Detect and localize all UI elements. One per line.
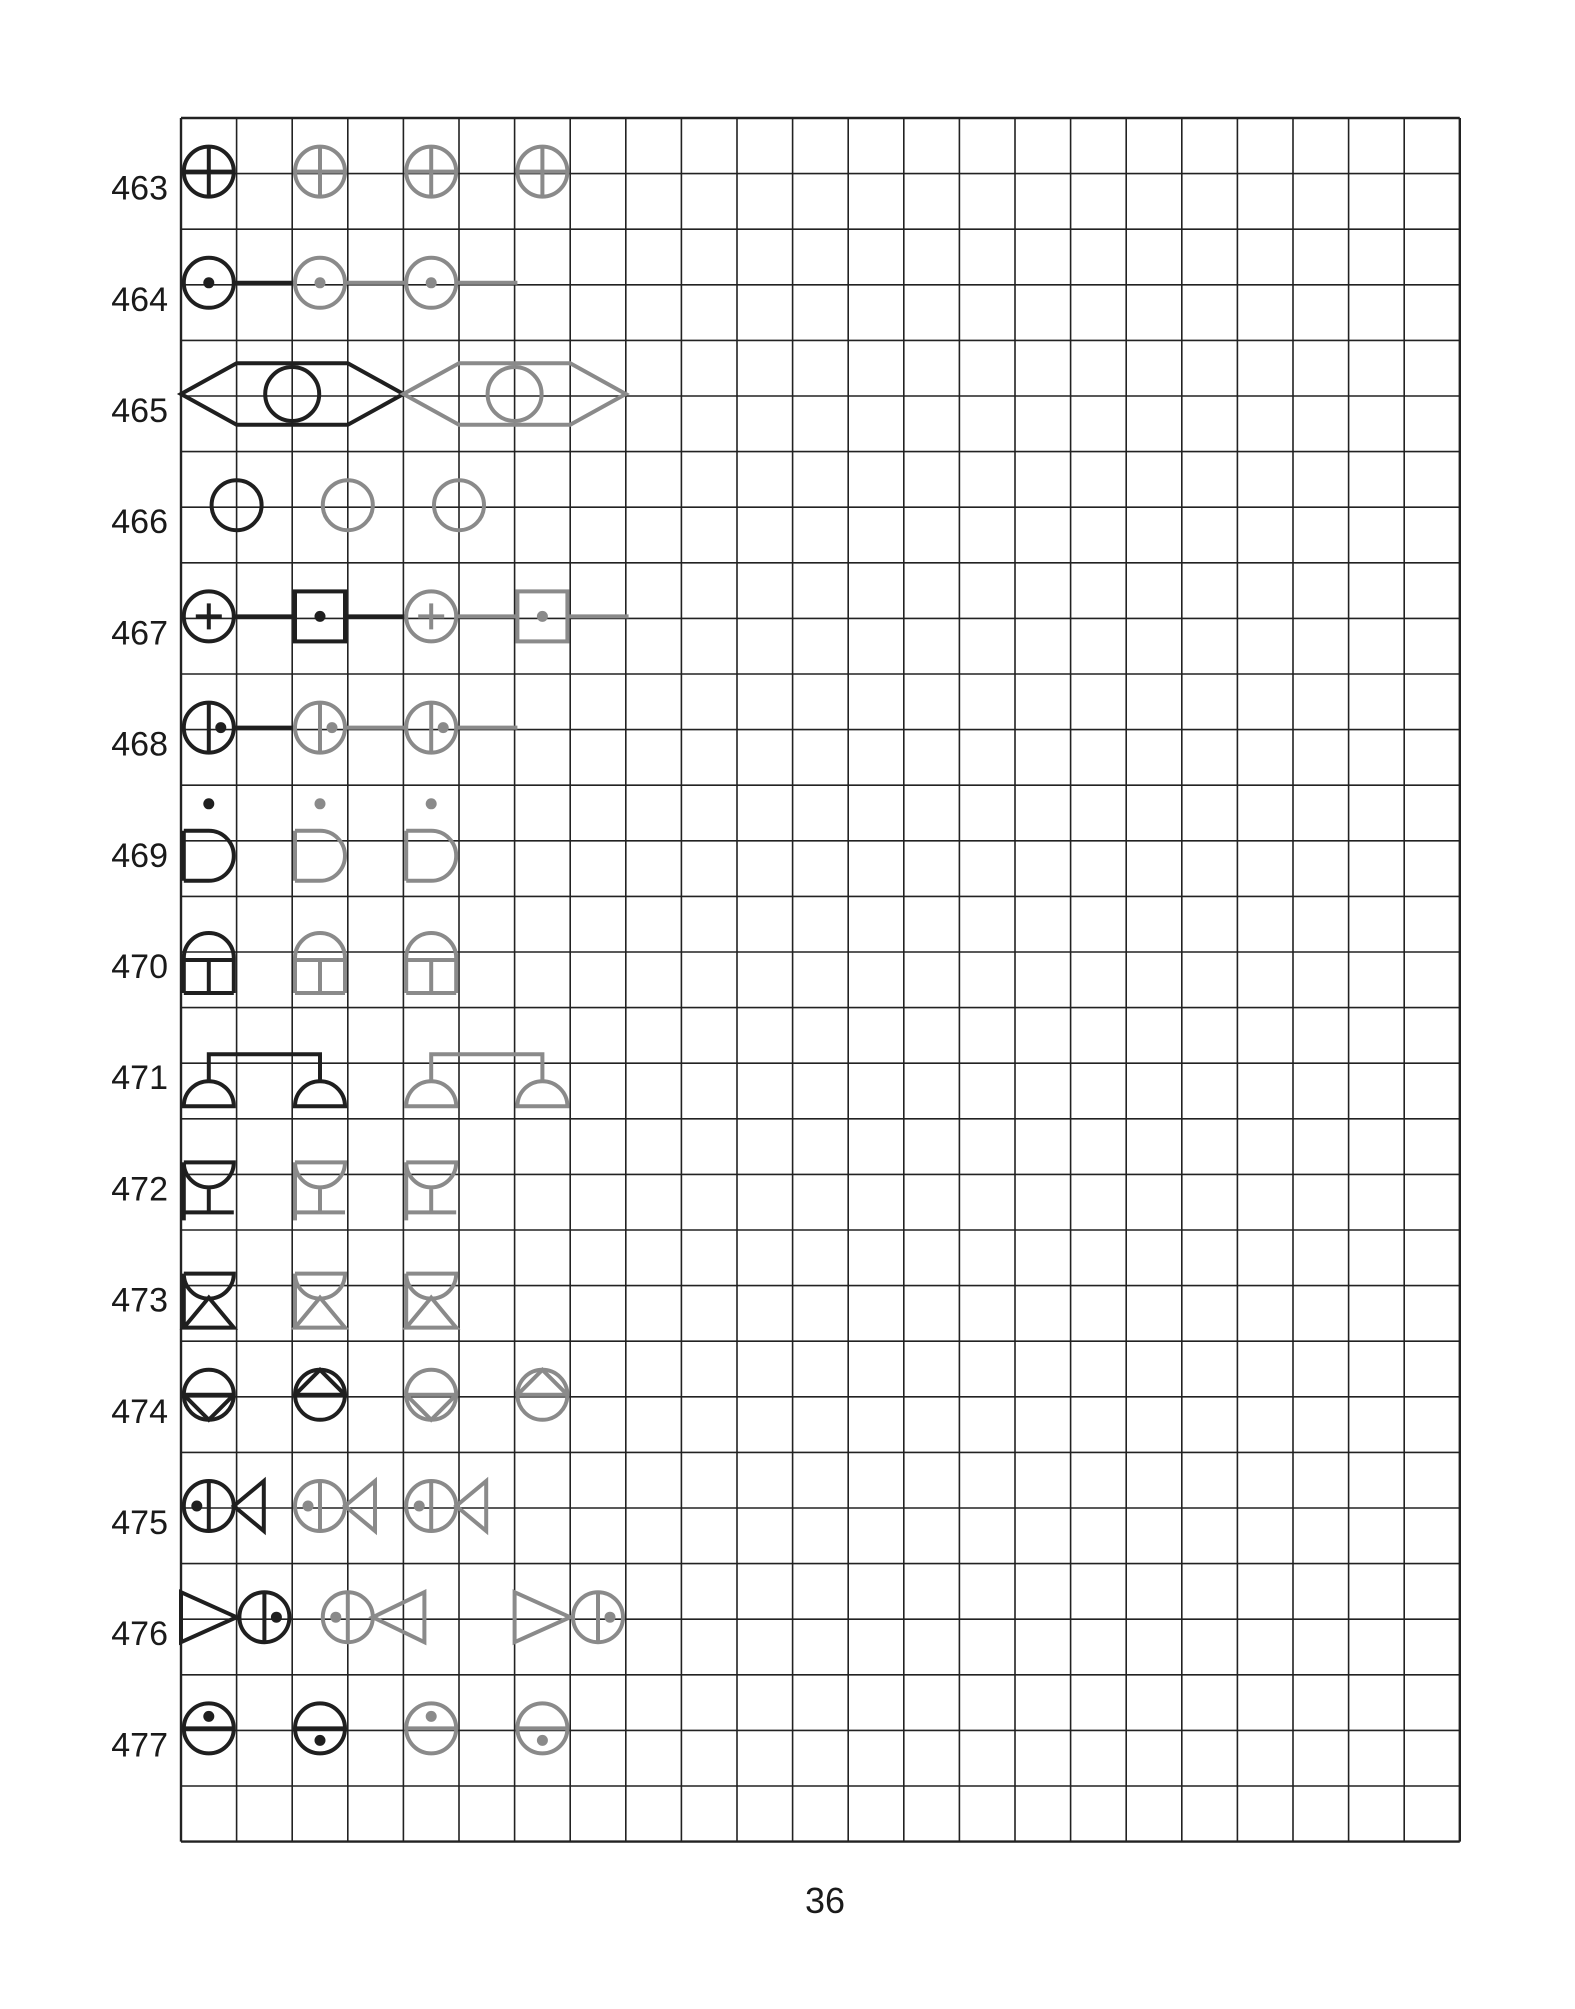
- figure-dark: [184, 258, 295, 308]
- figure-gray-up: [517, 1370, 567, 1420]
- figure-dark: [184, 1162, 234, 1220]
- exercise-row-470: [111, 933, 456, 993]
- tracing-figures-chain-half-dot: [184, 703, 518, 753]
- exercise-row-464: [111, 258, 517, 319]
- figure-gray: [295, 1481, 375, 1531]
- figure-gray: [517, 147, 567, 197]
- exercise-number: 474: [111, 1392, 168, 1431]
- exercise-number: 472: [111, 1170, 168, 1209]
- exercise-number: 463: [111, 169, 168, 208]
- exercise-row-472: [111, 1162, 456, 1220]
- exercise-number: 465: [111, 392, 168, 430]
- tracing-figures-dome-e: [184, 933, 456, 993]
- figure-gray: [406, 147, 456, 197]
- exercise-number: 464: [111, 280, 168, 319]
- exercise-row-477: [111, 1703, 567, 1764]
- exercise-number: 471: [111, 1059, 168, 1098]
- exercise-number: 467: [111, 614, 168, 653]
- figure-gray-top: [406, 1703, 456, 1753]
- figure-gray: [295, 798, 345, 881]
- figure-gray-down: [406, 1370, 456, 1420]
- figure-dark: [184, 1054, 345, 1106]
- tracing-figures-bridged-domes: [184, 1054, 568, 1106]
- exercise-row-475: [111, 1481, 486, 1542]
- figure-gray: [295, 147, 345, 197]
- figure-dark: [184, 703, 295, 753]
- tracing-figures-goblet: [184, 1162, 456, 1220]
- figure-dark: [184, 591, 406, 641]
- figure-dark: [184, 933, 234, 993]
- figure-gray: [406, 258, 517, 308]
- figure-gray: [295, 1274, 345, 1328]
- figure-gray: [295, 258, 406, 308]
- tracing-figures-fish-mixed: [181, 1592, 623, 1642]
- exercise-number: 469: [111, 836, 168, 875]
- tracing-figures-circle-cross: [184, 147, 568, 197]
- tracing-figures-dot-over-cup: [184, 798, 456, 881]
- figure-gray: [406, 798, 456, 881]
- figure-dark: [184, 1481, 264, 1531]
- figure-dark: [184, 798, 234, 881]
- exercise-number: 468: [111, 725, 168, 764]
- figure-gray: [295, 1162, 345, 1220]
- figure-gray: [406, 1162, 456, 1220]
- tracing-figures-chain-plus-square: [184, 591, 629, 641]
- exercise-row-471: [111, 1054, 567, 1106]
- figure-gray: [406, 1274, 456, 1328]
- exercise-row-476: [111, 1592, 623, 1653]
- tracing-figures-hourglass: [184, 1274, 456, 1328]
- figure-gray: [406, 1481, 486, 1531]
- figure-dark-down: [184, 1370, 234, 1420]
- tracing-figures-fish-left: [184, 1481, 486, 1531]
- exercise-row-468: [111, 703, 517, 764]
- figure-dark: [184, 147, 234, 197]
- figure-gray: [295, 703, 406, 753]
- figure-dark-up: [295, 1370, 345, 1420]
- figure-gray-left: [323, 1592, 425, 1642]
- exercise-number: 476: [111, 1615, 168, 1654]
- figure-dark-bottom: [295, 1703, 345, 1753]
- exercise-row-474: [111, 1370, 567, 1431]
- exercise-row-463: [111, 147, 567, 208]
- figure-gray: [406, 933, 456, 993]
- exercise-number: 466: [111, 503, 168, 542]
- exercise-number: 473: [111, 1281, 168, 1320]
- figure-dark: [181, 1592, 289, 1642]
- exercise-number: 475: [111, 1504, 168, 1542]
- exercise-row-466: [111, 480, 484, 541]
- exercise-number: 470: [111, 948, 168, 986]
- tracing-figures-chain-circle-dot: [184, 258, 518, 308]
- figure-gray: [295, 933, 345, 993]
- exercise-row-467: [111, 591, 628, 652]
- tracing-figures-circle-bar-dot: [184, 1703, 568, 1753]
- figure-gray-right: [515, 1592, 623, 1642]
- figure-gray: [406, 703, 517, 753]
- figure-gray: [406, 1054, 567, 1106]
- exercise-row-469: [111, 798, 456, 881]
- figure-gray-bottom: [517, 1703, 567, 1753]
- figure-gray: [406, 591, 628, 641]
- page-number: 36: [804, 1880, 846, 1921]
- exercise-number: 477: [111, 1726, 168, 1765]
- figure-dark-top: [184, 1703, 234, 1753]
- exercise-row-473: [111, 1274, 456, 1328]
- tracing-figures-circle-triangle: [184, 1370, 568, 1420]
- figure-dark: [184, 1274, 234, 1328]
